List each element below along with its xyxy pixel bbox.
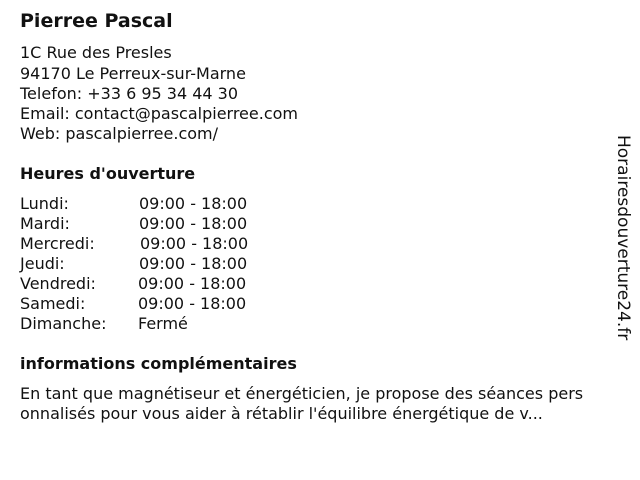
hours-time: 09:00 - 18:00 — [139, 254, 248, 273]
web-line[interactable]: Web: pascalpierree.com/ — [20, 124, 219, 143]
hours-time: 09:00 - 18:00 — [139, 194, 248, 213]
address-line-2: 94170 Le Perreux-sur-Marne — [20, 64, 246, 83]
address-line-1: 1C Rue des Presles — [20, 43, 172, 62]
hours-time: 09:00 - 18:00 — [139, 214, 248, 233]
hours-day: Mercredi: — [20, 234, 95, 253]
hours-day: Dimanche: — [20, 314, 107, 333]
opening-hours-heading: Heures d'ouverture — [20, 164, 196, 183]
site-brand-vertical: Horairesdouverture24.fr — [613, 135, 633, 341]
hours-time: 09:00 - 18:00 — [140, 234, 249, 253]
hours-time: Fermé — [138, 314, 188, 333]
hours-day: Jeudi: — [20, 254, 65, 273]
hours-time: 09:00 - 18:00 — [138, 274, 247, 293]
phone-line[interactable]: Telefon: +33 6 95 34 44 30 — [20, 84, 239, 103]
hours-day: Vendredi: — [20, 274, 96, 293]
additional-info-line-1: En tant que magnétiseur et énergéticien, je propose des séances pers — [20, 384, 584, 403]
business-name: Pierree Pascal — [20, 10, 173, 32]
additional-info-line-2: onnalisés pour vous aider à rétablir l'équilibre énergétique de v... — [20, 404, 543, 423]
email-line[interactable]: Email: contact@pascalpierree.com — [20, 104, 298, 123]
hours-day: Mardi: — [20, 214, 70, 233]
hours-day: Lundi: — [20, 194, 69, 213]
hours-time: 09:00 - 18:00 — [138, 294, 247, 313]
hours-day: Samedi: — [20, 294, 86, 313]
additional-info-heading: informations complémentaires — [20, 354, 297, 373]
